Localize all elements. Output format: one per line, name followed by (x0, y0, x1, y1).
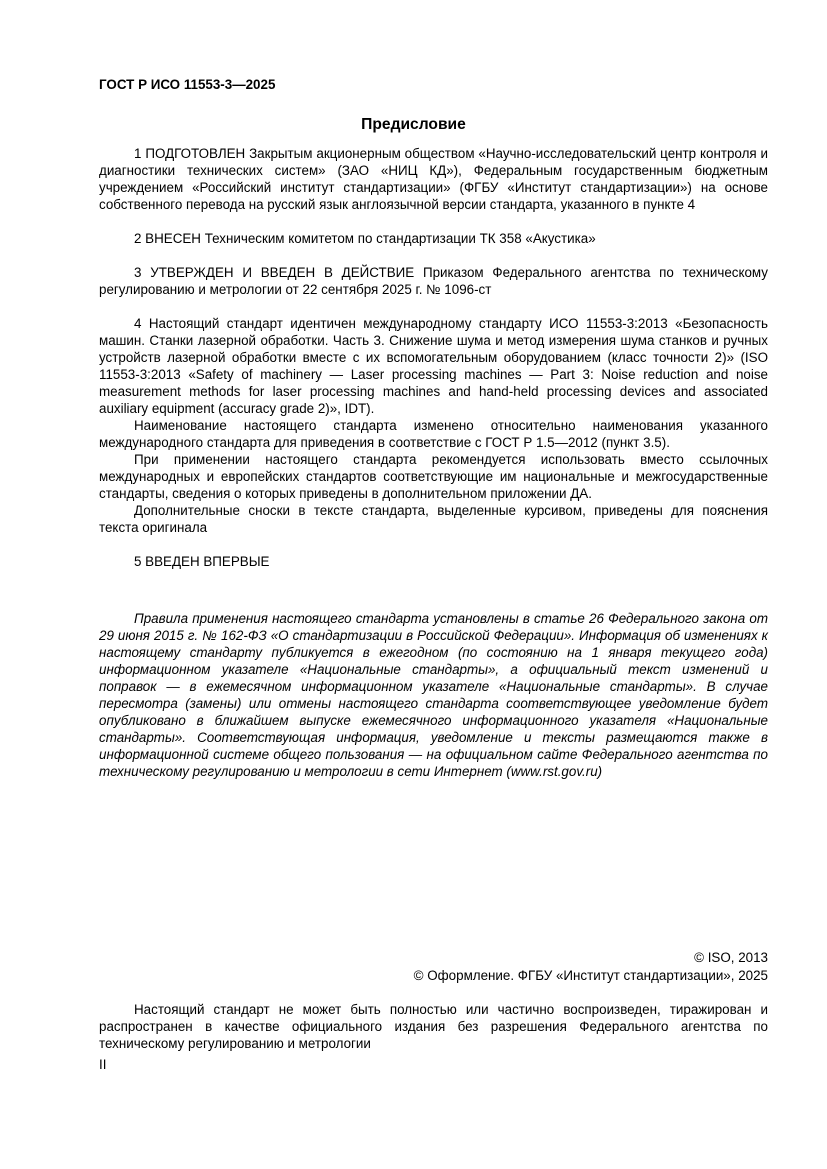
reproduction-notice: Настоящий стандарт не может быть полностью или частично воспроизведен, тиражирован и распространен в качестве официального издания без разрешения Федерального агентства по техническому регулированию и метрологии (99, 1002, 768, 1051)
section-5: 5 ВВЕДЕН ВПЕРВЫЕ (134, 554, 270, 569)
section-3: 3 УТВЕРЖДЕН И ВВЕДЕН В ДЕЙСТВИЕ Приказом Федерального агентства по техническому регулированию и метрологии от 22 сентября 2025 г. № 1096-ст (99, 265, 768, 297)
section-1: 1 ПОДГОТОВЛЕН Закрытым акционерным обществом «Научно-исследовательский центр контроля и диагностики технических систем» (ЗАО «НИЦ КД»), Федеральным государственным бюджетным учреждением «Российский институт стандартизации» (ФГБУ «Институт стандартизации») на основе собственного перевода на русский язык англоязычной версии стандарта, указанного в пункте 4 (99, 146, 768, 212)
section-4-name-note: Наименование настоящего стандарта изменено относительно наименования указанного международного стандарта для приведения в соответствие с ГОСТ Р 1.5—2012 (пункт 3.5). (99, 418, 768, 450)
copyright-design: © Оформление. ФГБУ «Институт стандартизации», 2025 (413, 968, 768, 983)
copyright-iso: © ISO, 2013 (694, 950, 768, 965)
document-header: ГОСТ Р ИСО 11553-3—2025 (99, 77, 276, 92)
section-4-footnotes-note: Дополнительные сноски в тексте стандарта, выделенные курсивом, приведены для пояснения текста оригинала (99, 503, 768, 535)
section-4-references-note: При применении настоящего стандарта рекомендуется использовать вместо ссылочных международных и европейских стандартов соответствующие им национальные и межгосударственные стандарты, сведения о которых приведены в дополнительном приложении ДА. (99, 452, 768, 501)
foreword-content (99, 145, 768, 570)
section-4: 4 Настоящий стандарт идентичен международному стандарту ИСО 11553-3:2013 «Безопасность машин. Станки лазерной обработки. Часть 3. Снижение шума и метод измерения шума станков и ручных устройств лазерной обработки вместе с их вспомогательным оборудованием (класс точности 2)» (ISO 11553-3:2013 «Safety of machinery — Laser processing machines — Part 3: Noise reduction and noise measurement methods for laser processing machines and hand-held processing devices and associated auxiliary equipment (accuracy grade 2)», IDT). (99, 316, 768, 416)
application-rules-notice: Правила применения настоящего стандарта установлены в статье 26 Федерального закона от 29 июня 2015 г. № 162-ФЗ «О стандартизации в Российской Федерации». Информация об изменениях к настоящему стандарту публикуется в ежегодном (по состоянию на 1 января текущего года) информационном указателе «Национальные стандарты», а официальный текст изменений и поправок — в ежемесячном информационном указателе «Национальные стандарты». В случае пересмотра (замены) или отмены настоящего стандарта соответствующее уведомление будет опубликовано в ближайшем выпуске ежемесячного информационного указателя «Национальные стандарты». Соответствующая информация, уведомление и тексты размещаются также в информационной системе общего пользования — на официальном сайте Федерального агентства по техническому регулированию и метрологии в сети Интернет (www.rst.gov.ru) (99, 611, 768, 779)
section-2: 2 ВНЕСЕН Техническим комитетом по стандартизации ТК 358 «Акустика» (134, 231, 596, 246)
page-title: Предисловие (361, 116, 466, 133)
page-number: II (99, 1057, 107, 1072)
